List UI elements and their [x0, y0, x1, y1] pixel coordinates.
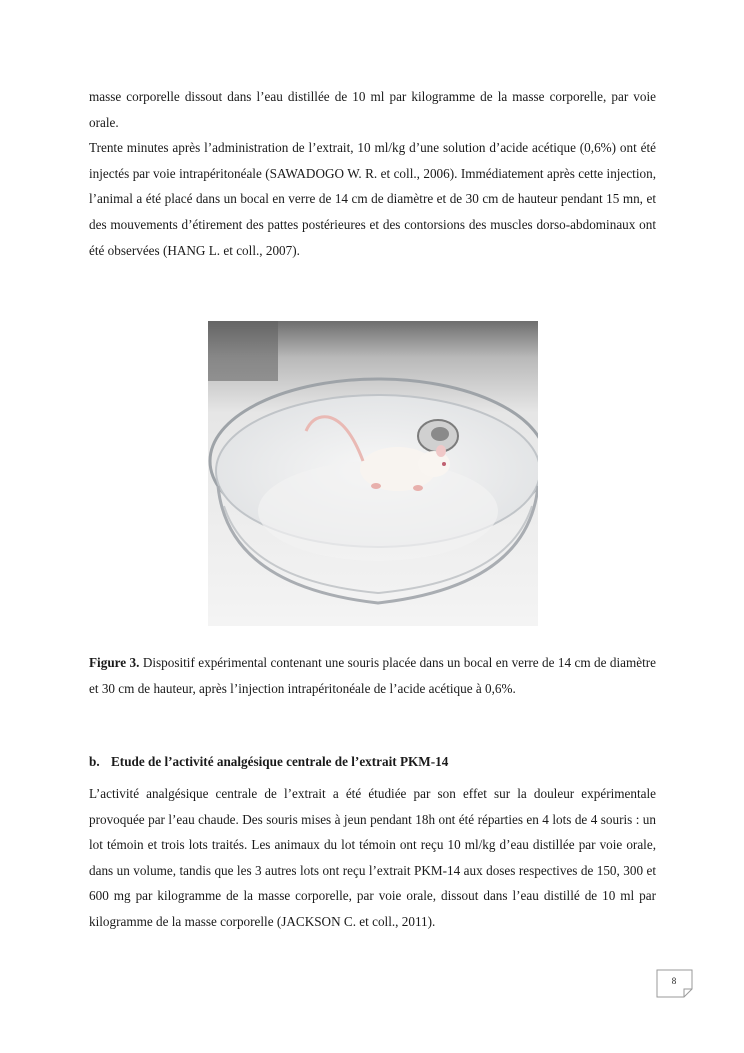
page-number-box	[656, 969, 692, 997]
figure-caption	[89, 650, 656, 701]
section-title: Etude de l’activité analgésique centrale de l’extrait PKM-14	[111, 754, 449, 769]
figure-photo	[208, 321, 538, 626]
body-text-bottom	[89, 781, 656, 935]
section-heading	[89, 749, 656, 775]
paragraph-central-analgesic: L’activité analgésique centrale de l’extrait a été étudiée par son effet sur la douleur expérimentale provoquée par l’eau chaude. Des souris mises à jeun pendant 18h ont été réparties en 4 lots de 4 souris : un lot témoin et trois lots traités. Les animaux du lot témoin ont reçu 10 ml/kg d’eau distillée par voie orale, dans un volume, tandis que les 3 autres lots ont reçu l’extrait PKM-14 aux doses respectives de 150, 300 et 600 mg par kilogramme de la masse corporelle, par voie orale, dissout dans l’eau distillé de 10 ml par kilogramme de la masse corporelle (JACKSON C. et coll., 2011).	[89, 786, 656, 929]
figure-caption-text: Dispositif expérimental contenant une souris placée dans un bocal en verre de 14 cm de diamètre et 30 cm de hauteur, après l’injection intrapéritonéale de l’acide acétique à 0,6%.	[89, 655, 656, 696]
page-number: 8	[671, 976, 677, 986]
body-text-top	[89, 84, 656, 263]
figure-label: Figure 3.	[89, 655, 140, 670]
paragraph-method: Trente minutes après l’administration de l’extrait, 10 ml/kg d’une solution d’acide acétique (0,6%) ont été injectés par voie intrapéritonéale (SAWADOGO W. R. et coll., 2006). Immédiatement après cette injection, l’animal a été placé dans un bocal en verre de 14 cm de diamètre et de 30 cm de hauteur pendant 15 mn, et des mouvements d’étirement des pattes postérieures et des contorsions des muscles dorso-abdominaux ont été observées (HANG L. et coll., 2007).	[89, 140, 656, 258]
mouse-in-glass-bowl-image	[208, 321, 538, 626]
paragraph-continuation: masse corporelle dissout dans l’eau distillée de 10 ml par kilogramme de la masse corporelle, par voie orale.	[89, 89, 656, 130]
section-number: b.	[89, 754, 100, 769]
